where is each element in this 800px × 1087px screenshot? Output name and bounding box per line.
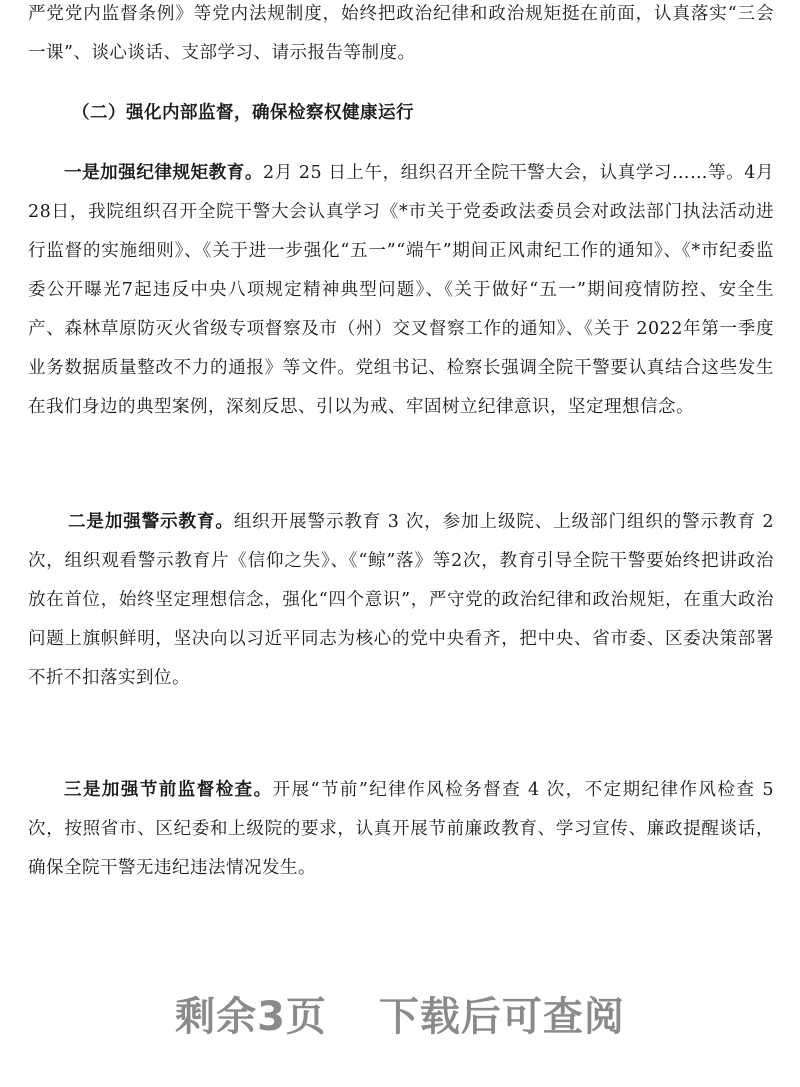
- paragraph-body: 2月 25 日上午，组织召开全院干警大会，认真学习……等。4月28日，我院组织召开全院干警大会认真学习《*市关于党委政法委员会对政法部门执法活动进行监督的实施细则》、《关于进一步强化“五一”“端午”期间正风肃纪工作的通知》、《*市纪委监委公开曝光7起违反中央八项规定精神典型问题》、《关于做好“五一”期间疫情防控、安全生产、森林草原防灭火省级专项督察及市（州）交叉督察工作的通知》、《关于 2022年第一季度业务数据质量整改不力的通报》等文件。党组书记、检察长强调全院干警要认真结合这些发生在我们身边的典型案例，深刻反思、引以为戒、牢固树立纪律意识，坚定理想信念。: [28, 163, 774, 417]
- paragraph-body: 开展“节前”纪律作风检务督查 4 次，不定期纪律作风检查 5 次，按照省市、区纪委和上级院的要求，认真开展节前廉政教育、学习宣传、廉政提醒谈话，确保全院干警无违纪违法情况发生。: [28, 780, 774, 878]
- paragraph-discipline-education: [28, 154, 774, 427]
- download-banner[interactable]: [0, 985, 800, 1042]
- paragraph-lead: 三是加强节前监督检查。: [64, 780, 273, 800]
- paragraph-lead: 一是加强纪律规矩教育。: [64, 163, 263, 183]
- paragraph-intro: 严党党内监督条例》等党内法规制度，始终把政治纪律和政治规矩挺在前面，认真落实“三会一课”、谈心谈话、支部学习、请示报告等制度。: [28, 4, 774, 63]
- paragraph-holiday-inspection: [28, 771, 774, 888]
- remaining-pages-text: 剩余3页: [175, 994, 327, 1040]
- paragraph-warning-education: [28, 503, 774, 698]
- download-to-view-text[interactable]: 下载后可查阅: [378, 994, 625, 1040]
- paragraph-body: 组织开展警示教育 3 次，参加上级院、上级部门组织的警示教育 2 次，组织观看警示教育片《信仰之失》、《“鲸”落》等2次，教育引导全院干警要始终把讲政治放在首位，始终坚定理想信念，强化“四个意识”，严守党的政治纪律和政治规矩，在重大政治问题上旗帜鲜明，坚决向以习近平同志为核心的党中央看齐，把中央、省市委、区委决策部署不折不扣落实到位。: [28, 512, 774, 688]
- paragraph-lead: 二是加强警示教育。: [68, 512, 234, 532]
- section-heading: （二）强化内部监督，确保检察权健康运行: [72, 103, 414, 123]
